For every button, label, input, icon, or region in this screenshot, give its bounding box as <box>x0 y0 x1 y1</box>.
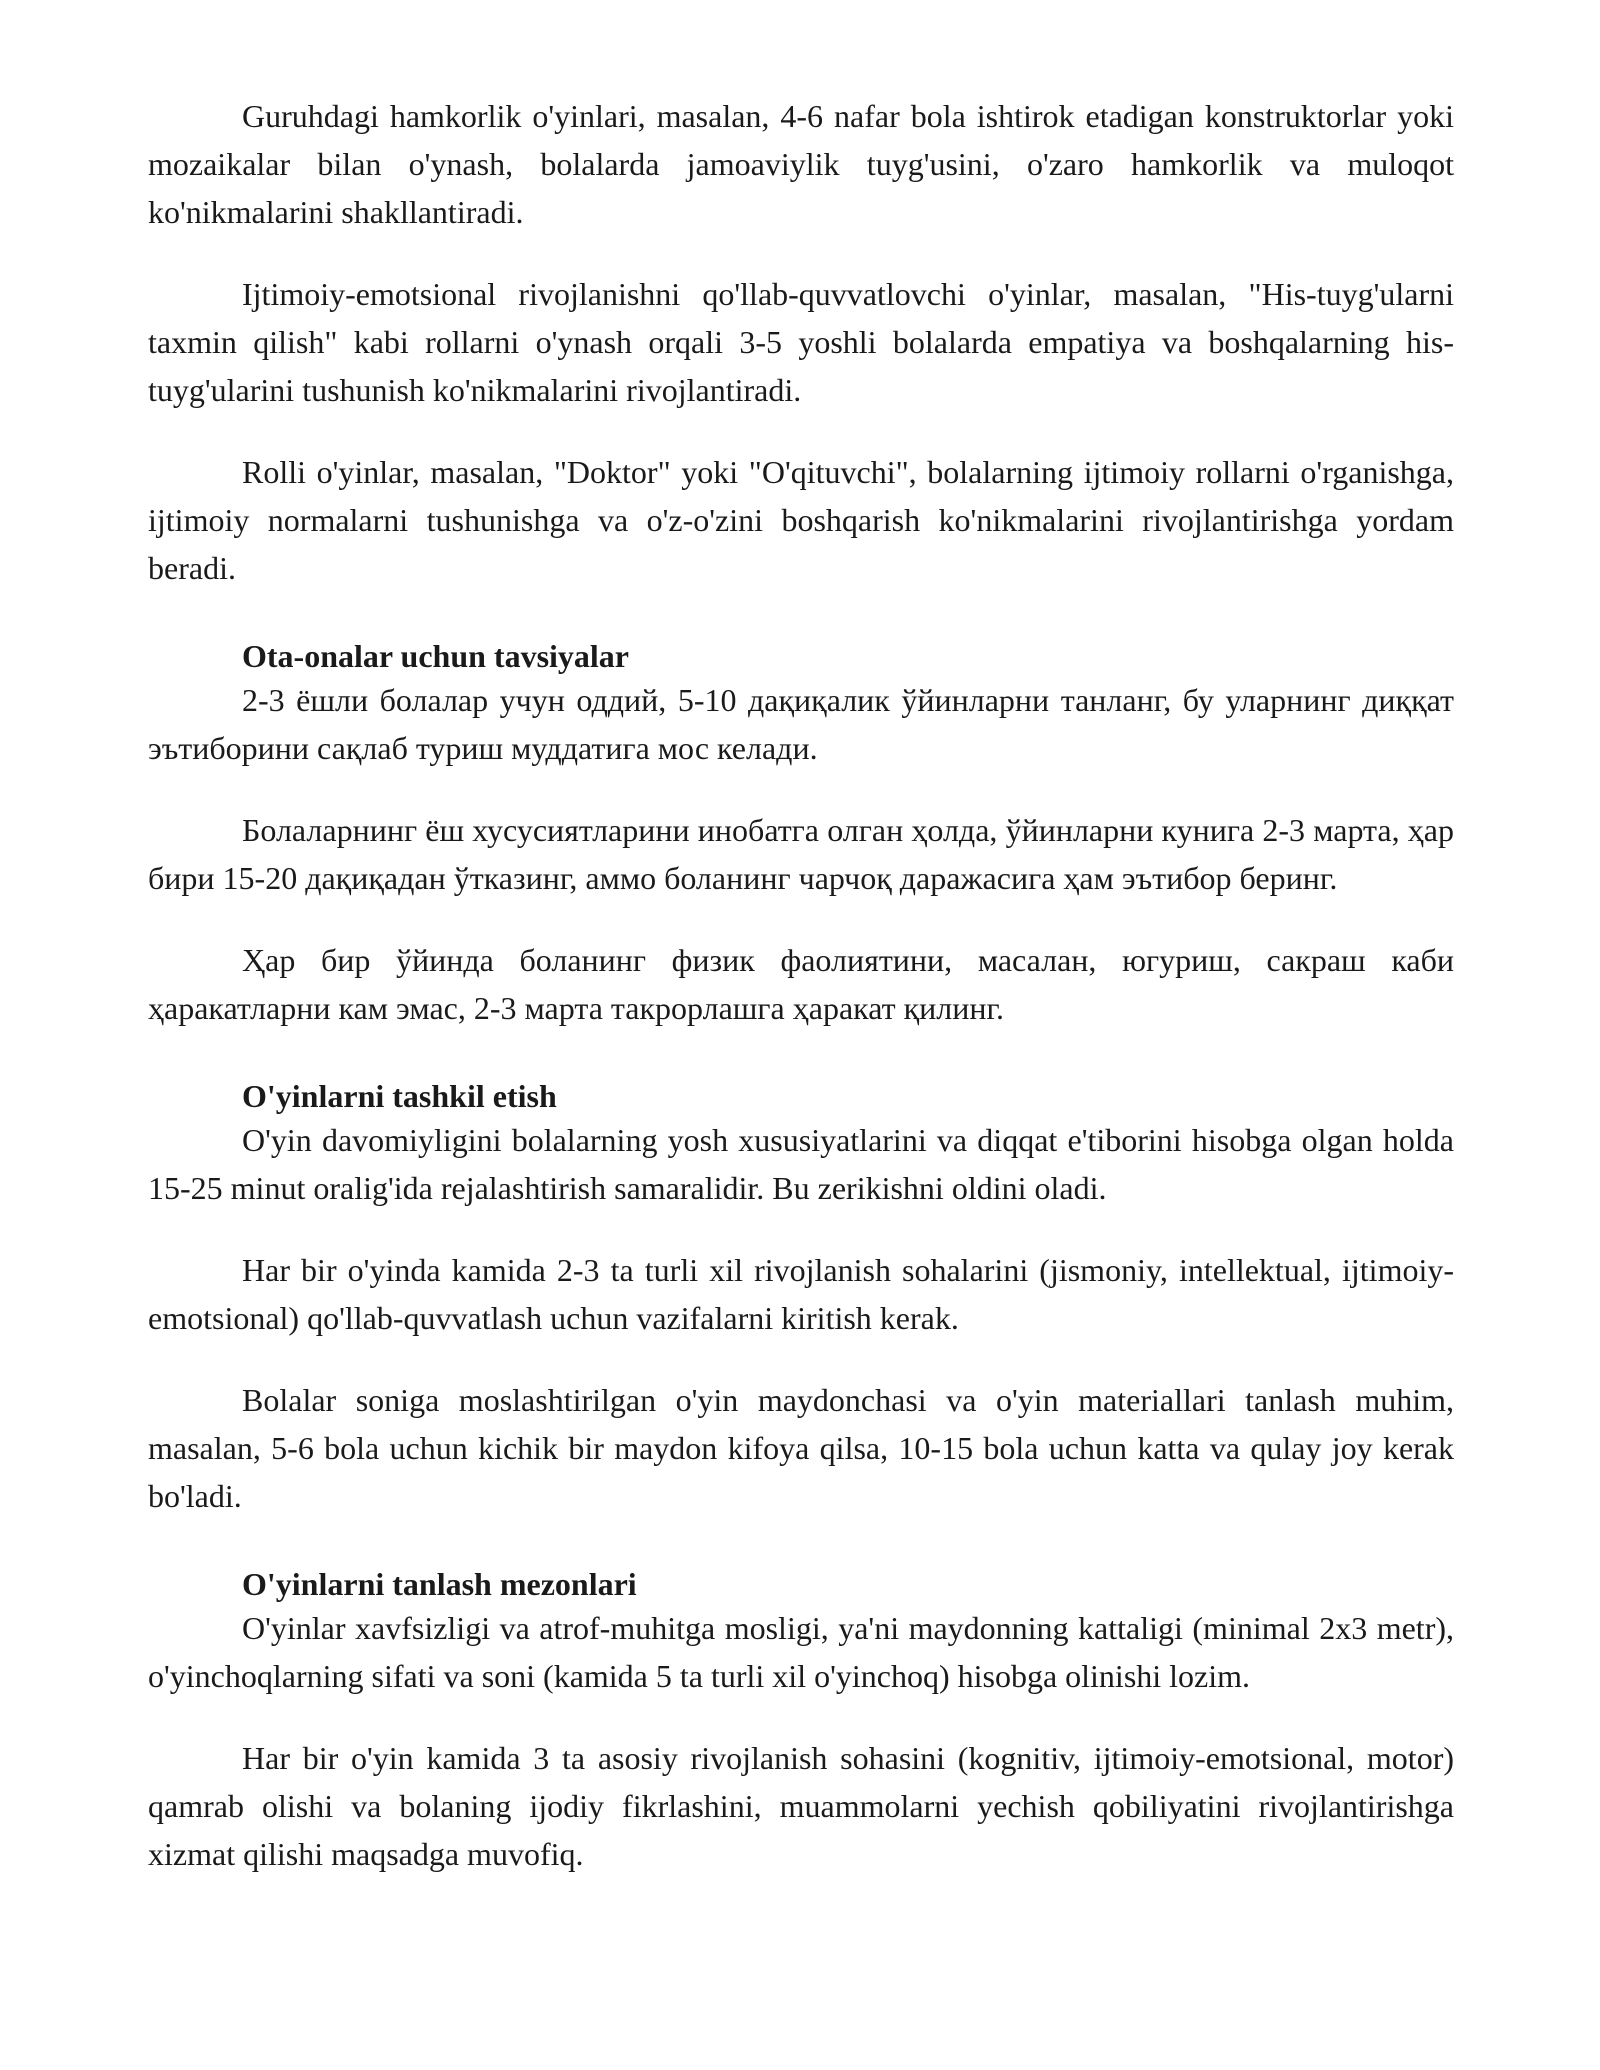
paragraph-social-emotional: Ijtimoiy-emotsional rivojlanishni qo'llab-quvvatlovchi o'yinlar, masalan, "His-tuyg'ularni taxmin qilish" kabi rollarni o'ynash orqali 3-5 yoshli bolalarda empatiya va boshqalarning his-tuyg'ularini tushunish ko'nikmalarini rivojlantiradi. <box>148 276 1454 408</box>
heading-selection-criteria: O'yinlarni tanlash mezonlari <box>242 1566 637 1602</box>
paragraph-role-games: Rolli o'yinlar, masalan, "Doktor" yoki "O'qituvchi", bolalarning ijtimoiy rollarni o'rganishga, ijtimoiy normalarni tushunishga va o'z-o'zini boshqarish ko'nikmalarini rivojlantirishga yordam beradi. <box>148 454 1454 586</box>
document-page <box>148 92 1454 1912</box>
paragraph-development-areas: Har bir o'yinda kamida 2-3 ta turli xil rivojlanish sohalarini (jismoniy, intellektual, ijtimoiy-emotsional) qo'llab-quvvatlash uchun vazifalarni kiritish kerak. <box>148 1252 1454 1336</box>
paragraph-game-duration: O'yin davomiyligini bolalarning yosh xususiyatlarini va diqqat e'tiborini hisobga olgan holda 15-25 minut oralig'ida rejalashtirish samaralidir. Bu zerikishni oldini oladi. <box>148 1122 1454 1206</box>
heading-organizing-games: O'yinlarni tashkil etish <box>242 1078 557 1114</box>
paragraph-safety: O'yinlar xavfsizligi va atrof-muhitga mosligi, ya'ni maydonning kattaligi (minimal 2x3 metr), o'yinchoqlarning sifati va soni (kamida 5 ta turli xil o'yinchoq) hisobga olinishi lozim. <box>148 1610 1454 1694</box>
heading-parent-recommendations: Ota-onalar uchun tavsiyalar <box>242 638 629 674</box>
paragraph-core-areas: Har bir o'yin kamida 3 ta asosiy rivojlanish sohasini (kognitiv, ijtimoiy-emotsional, motor) qamrab olishi va bolaning ijodiy fikrlashini, muammolarni yechish qobiliyatini rivojlantirishga xizmat qilishi maqsadga muvofiq. <box>148 1740 1454 1872</box>
paragraph-short-games: 2-3 ёшли болалар учун оддий, 5-10 дақиқалик ўйинларни танланг, бу уларнинг диққат эътиборини сақлаб туриш муддатига мос келади. <box>148 682 1454 766</box>
paragraph-group-games: Guruhdagi hamkorlik o'yinlari, masalan, 4-6 nafar bola ishtirok etadigan konstruktorlar yoki mozaikalar bilan o'ynash, bolalarda jamoaviylik tuyg'usini, o'zaro hamkorlik va muloqot ko'nikmalarini shakllantiradi. <box>148 98 1454 230</box>
paragraph-games-per-day: Болаларнинг ёш хусусиятларини инобатга олган ҳолда, ўйинларни кунига 2-3 марта, ҳар бири 15-20 дақиқадан ўтказинг, аммо боланинг чарчоқ даражасига ҳам эътибор беринг. <box>148 812 1454 896</box>
paragraph-play-area: Bolalar soniga moslashtirilgan o'yin maydonchasi va o'yin materiallari tanlash muhim, masalan, 5-6 bola uchun kichik bir maydon kifoya qilsa, 10-15 bola uchun katta va qulay joy kerak bo'ladi. <box>148 1382 1454 1514</box>
paragraph-physical-activity: Ҳар бир ўйинда боланинг физик фаолиятини, масалан, югуриш, сакраш каби ҳаракатларни кам эмас, 2-3 марта такрорлашга ҳаракат қилинг. <box>148 942 1454 1026</box>
